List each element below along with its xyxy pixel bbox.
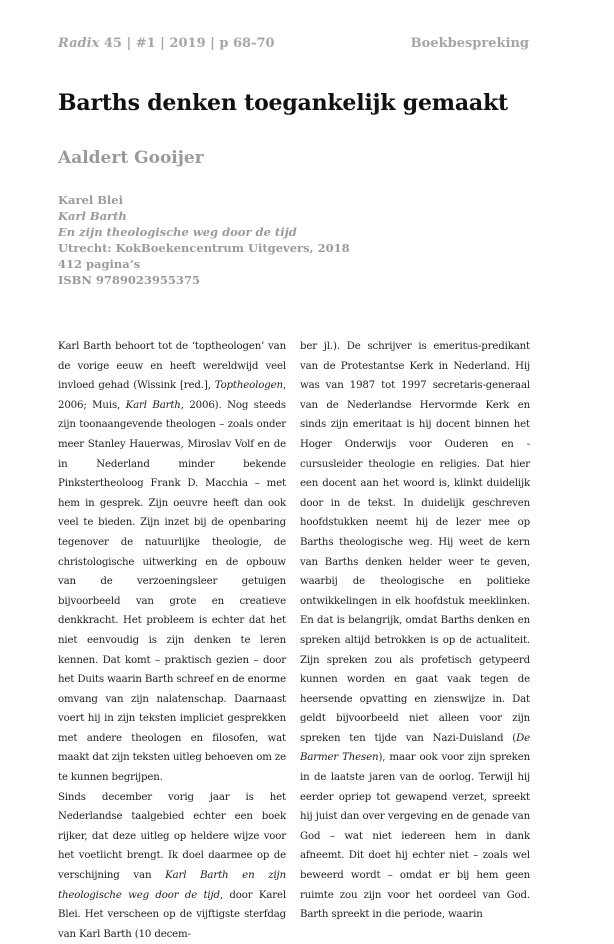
- text-run: ber jl.). De schrijver is emeritus-predikant van de Protestantse Kerk in Nederland. Hij was van 1987 tot 1997 secretaris-generaal van de Nederlandse Hervormde Kerk en sinds zijn emeritaat is hij docent binnen het Hoger Onderwijs voor Ouderen en -cursusleider theologie en religies. Dat hier een docent aan het woord is, klinkt duidelijk door in de tekst. In duidelijk geschreven hoofdstukken neemt hij de lezer mee op Barths theologische weg. Hij weet de kern van Barths denken helder weer te geven, waarbij de theologische en politieke ontwikkelingen in elk hoofdstuk meeklinken. En dat is belangrijk, omdat Barths denken en spreken altijd betrokken is op de actualiteit. Zijn spreken zou als profetisch getypeerd kunnen worden en gaat vaak tegen de heersende opvatting en zienswijze in. Dat geldt bijvoorbeeld niet alleen voor zijn spreken ten tijde van Nazi-Duisland (: [300, 341, 530, 744]
- book-pages: 412 pagina’s: [58, 257, 141, 271]
- book-isbn: ISBN 9789023955375: [58, 273, 200, 287]
- running-header: [58, 36, 529, 51]
- book-details: [58, 192, 350, 288]
- book-title-inline: Karl Barth en zijn theologische weg door de tijd: [58, 870, 286, 901]
- document-title-inline: De Barmer Thesen: [300, 732, 530, 764]
- paragraph-2: [58, 788, 286, 944]
- issue-info: 45 | #1 | 2019 | p 68-70: [99, 36, 275, 51]
- book-subtitle: En zijn theologische weg door de tijd: [58, 225, 297, 239]
- text-run: , door Karel Blei. Het verscheen op de vijftigste sterfdag van Karl Barth (10 decem-: [58, 889, 286, 940]
- book-author: Karel Blei: [58, 193, 123, 207]
- article-title: Barths denken toegankelijk gemaakt: [58, 90, 508, 116]
- citation-title: Karl Barth: [125, 399, 181, 411]
- journal-citation: [58, 36, 275, 51]
- text-run: Sinds december vorig jaar is het Nederlandse taalgebied echter een boek rijker, dat deze uitleg op heldere wijze voor het voetlicht brengt. Ik doel daarmee op de verschijning van: [58, 791, 286, 882]
- paragraph-1: [58, 337, 286, 788]
- book-title: Karl Barth: [58, 209, 127, 223]
- journal-name: Radix: [58, 36, 100, 51]
- book-publisher: Utrecht: KokBoekencentrum Uitgevers, 2018: [58, 241, 350, 255]
- body-column-right: [300, 337, 530, 925]
- text-run: , 2006; Muis,: [58, 380, 286, 411]
- body-column-left: [58, 337, 286, 944]
- paragraph-3: [300, 337, 530, 925]
- text-run: ), maar ook voor zijn spreken in de laatste jaren van de oorlog. Terwijl hij eerder opriep tot gewapend verzet, spreekt hij juist dan over vergeving en de genade van God – wat niet iedereen hem in dank afneemt. Dit doet hij echter niet – zoals wel beweerd wordt – omdat er bij hem geen ruimte zou zijn voor het oordeel van God. Barth spreekt in die periode, waarin: [300, 752, 530, 921]
- section-label: Boekbespreking: [410, 36, 529, 51]
- article-author: Aaldert Gooijer: [58, 148, 204, 168]
- text-run: Karl Barth behoort tot de ‘toptheologen’ van de vorige eeuw en heeft wereldwijd veel invloed gehad (Wissink [red.],: [58, 341, 286, 392]
- citation-title: Toptheologen: [214, 380, 283, 392]
- text-run: , 2006). Nog steeds zijn toonaangevende theologen – zoals onder meer Stanley Hauerwas, Miroslav Volf en de in Nederland minder bekende Pinkstertheoloog Frank D. Macchia – met hem in gesprek. Zijn oeuvre heeft dan ook veel te bieden. Zijn inzet bij de openbaring tegenover de natuurlijke theologie, de christologische uitwerking en de opbouw van de verzoeningsleer getuigen bijvoorbeeld van grote en creatieve denkkracht. Het probleem is echter dat het niet eenvoudig is zijn denken te leren kennen. Dat komt – praktisch gezien – door het Duits waarin Barth schreef en de enorme omvang van zijn nalatenschap. Daarnaast voert hij in zijn teksten impliciet gesprekken met andere theologen en filosofen, wat maakt dat zijn teksten uitleg behoeven om ze te kunnen begrijpen.: [58, 399, 286, 784]
